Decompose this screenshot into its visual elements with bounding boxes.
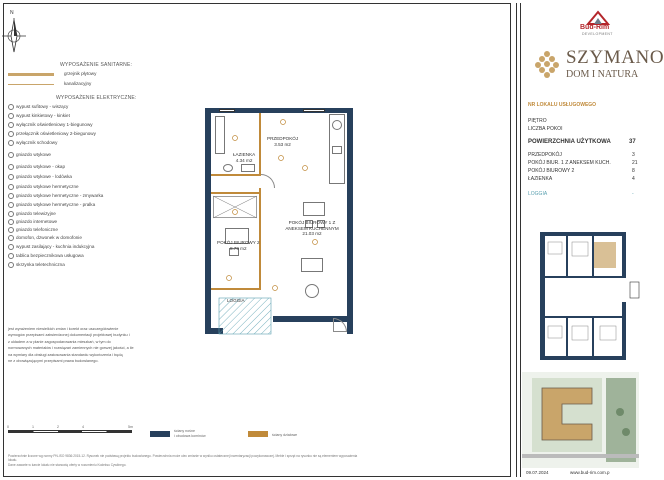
scale-label: 0 — [7, 425, 9, 429]
room-label-biuro2: POKÓJ BIUROWY 2 8.79 m2 — [217, 240, 260, 251]
legend-item — [8, 164, 65, 170]
floor-label: PIĘTRO — [528, 118, 547, 124]
footer-date: 09.07.2024 — [526, 470, 549, 475]
legend-item-label: domofon, dzwonek w domofonie — [16, 235, 82, 241]
scale-bar — [8, 430, 132, 433]
legend-symbol-icon — [8, 140, 14, 146]
legend-item-label: gniazdo internetowe — [16, 219, 58, 225]
wall-legend-label: ściany nośne i obudowa kominów — [174, 429, 206, 438]
legend-item — [8, 152, 51, 158]
legend-item — [8, 244, 94, 250]
legend-item-label: gniazdo wtykowe hermetyczne — [16, 184, 79, 190]
pipe-swatch-thin — [8, 84, 54, 85]
legend-item-label: gniazdo wtykowe - lodówka — [16, 174, 72, 180]
area-value: 37 — [629, 139, 636, 145]
legend-symbol-icon — [8, 244, 14, 250]
legend-item-label: gniazdo telefoniczne — [16, 227, 58, 233]
building-floor-plan — [526, 222, 639, 366]
legend-item — [8, 219, 57, 225]
divider-line — [516, 3, 517, 477]
detail-room-name: POKÓJ BIUROWY 2 — [528, 168, 575, 174]
detail-room-value: 8 — [632, 168, 635, 174]
legend-symbol-icon — [8, 131, 14, 137]
partition-legend-label: ściany działowe — [272, 433, 298, 437]
legend-item: kanalizacyjny — [64, 81, 92, 86]
loggia-value: - — [632, 191, 634, 197]
legend-item — [8, 262, 65, 268]
legend-symbol-icon — [8, 219, 14, 225]
legend-item-label: wypust zasilający - kuchnia indukcyjna — [16, 244, 95, 250]
legend-item-label: tablica bezpiecznikowa usługowa — [16, 253, 84, 259]
area-label: POWIERZCHNIA UŻYTKOWA — [528, 139, 611, 145]
room-label-biuro1: POKÓJ BIUROWY 1 Z ANEKSEM KUCHENNYM 21.03 m2 — [285, 220, 339, 236]
scale-label: 4 — [82, 425, 84, 429]
legend-item-label: gniazdo wtykowe — [16, 152, 51, 158]
legend-item — [8, 227, 58, 233]
legend-item — [8, 184, 79, 190]
legend-item — [8, 253, 84, 259]
legend-symbol-icon — [8, 152, 14, 158]
legend-item — [8, 193, 103, 199]
company-name: Bud-Rim — [580, 24, 610, 31]
project-title: SZYMANO — [566, 47, 664, 68]
legend-symbol-icon — [8, 202, 14, 208]
electric-header: WYPOSAŻENIE ELEKTRYCZNE: — [56, 95, 137, 101]
detail-room-value: 4 — [632, 176, 635, 182]
legend-symbol-icon — [8, 113, 14, 119]
wall-swatch — [150, 431, 170, 437]
legend-symbol-icon — [8, 262, 14, 268]
legend-symbol-icon — [8, 227, 14, 233]
legend-item: grzejnik płytowy — [64, 71, 97, 76]
notes-text: jest wyrażeniem niewielkich zmian i korekt oraz uszczegółowienie wymogów przepisami zatwierdzonej dokumentacji projektowej budynku i z układem a w planie zagospodarowania mieszkań, w tym do normowanych materiałów i rozwiązań zamiennych nie gorszej jakości, a ile na wymiary dla obsługi zastosowania standardu wykończenia i będą ne z obowiązującymi przepisami prawa budowlanego. — [8, 327, 134, 364]
legend-item — [8, 113, 70, 119]
legend-item-label: wypust sufitowy - wiszący — [16, 104, 69, 110]
legend-symbol-icon — [8, 104, 14, 110]
footnote: Powierzchnie liczone wg normy PN-ISO 9836:2015-12. Rysunek nie podstawą projektu budowlanego. Powierzchnia może ulec zmianie w wyniku ostatecznej inwentaryzacji powykonawczej. Meble i sprzęt na rysunku nie są elementem wyposażenia lokalu. — [8, 454, 358, 463]
legend-symbol-icon — [8, 184, 14, 190]
legend-item — [8, 104, 68, 110]
legend-item — [8, 122, 93, 128]
detail-room-name: POKÓJ BIUR. 1 Z ANEKSEM KUCH. — [528, 160, 611, 166]
legend-symbol-icon — [8, 193, 14, 199]
unit-header: NR LOKALU USŁUGOWEGO — [528, 102, 597, 108]
scale-label: 5m — [128, 425, 133, 429]
room-label-przedpokoj: PRZEDPOKÓJ 3.53 m2 — [267, 136, 299, 147]
loggia-label: LOGGIA — [528, 191, 548, 197]
scale-label: 1 — [32, 425, 34, 429]
compass-label: N — [10, 10, 14, 16]
divider-line-2 — [520, 3, 521, 477]
project-subtitle: DOM I NATURA — [566, 69, 639, 80]
site-plan-map — [522, 372, 639, 468]
legend-item — [8, 140, 57, 146]
partition-swatch — [248, 431, 268, 437]
legend-item — [8, 131, 96, 137]
legend-symbol-icon — [8, 235, 14, 241]
legend-item — [8, 202, 95, 208]
legend-item-label: przełącznik oświetleniowy 2-biegunowy — [16, 131, 96, 137]
pinecone-logo-icon — [532, 48, 562, 80]
detail-room-value: 21 — [632, 160, 638, 166]
compass-icon — [0, 16, 28, 56]
footnote-2: Dane zawarte w karcie lokalu nie stanowią oferty w rozumieniu Kodeksu Cywilnego. — [8, 463, 127, 467]
floor-plan — [205, 108, 353, 334]
legend-item-label: gniazdo telewizyjne — [16, 211, 56, 217]
company-sub: DEVELOPMENT — [582, 32, 613, 36]
legend-item — [8, 174, 72, 180]
pipe-swatch — [8, 73, 54, 76]
detail-room-value: 3 — [632, 152, 635, 158]
legend-symbol-icon — [8, 174, 14, 180]
legend-symbol-icon — [8, 253, 14, 259]
rooms-label: LICZBA POKOI — [528, 126, 563, 132]
sanitary-header: WYPOSAŻENIE SANITARNE: — [60, 62, 133, 68]
legend-item — [8, 211, 56, 217]
room-label-loggia: LOGGIA — [227, 298, 245, 303]
legend-item-label: gniazdo wtykowe - okap — [16, 164, 66, 170]
legend-item-label: wyłącznik oświetleniowy 1-biegunowy — [16, 122, 93, 128]
room-label-lazienka: ŁAZIENKA 4.34 m2 — [233, 152, 256, 163]
footer-url: www.bud-rim.com.p — [570, 470, 610, 475]
detail-room-name: ŁAZIENKA — [528, 176, 553, 182]
legend-item-label: gniazdo wtykowe hermetyczne - zmywarka — [16, 193, 104, 199]
scale-label: 2 — [57, 425, 59, 429]
legend-symbol-icon — [8, 122, 14, 128]
legend-item-label: wypust kinkietowy - kinkiet — [16, 113, 70, 119]
legend-item-label: wyłącznik schodowy — [16, 140, 58, 146]
legend-symbol-icon — [8, 164, 14, 170]
detail-room-name: PRZEDPOKÓJ — [528, 152, 562, 158]
legend-item-label: skrzynka teletechniczna — [16, 262, 65, 268]
legend-item-label: gniazdo wtykowe hermetyczne - pralka — [16, 202, 96, 208]
legend-item — [8, 235, 82, 241]
legend-symbol-icon — [8, 211, 14, 217]
